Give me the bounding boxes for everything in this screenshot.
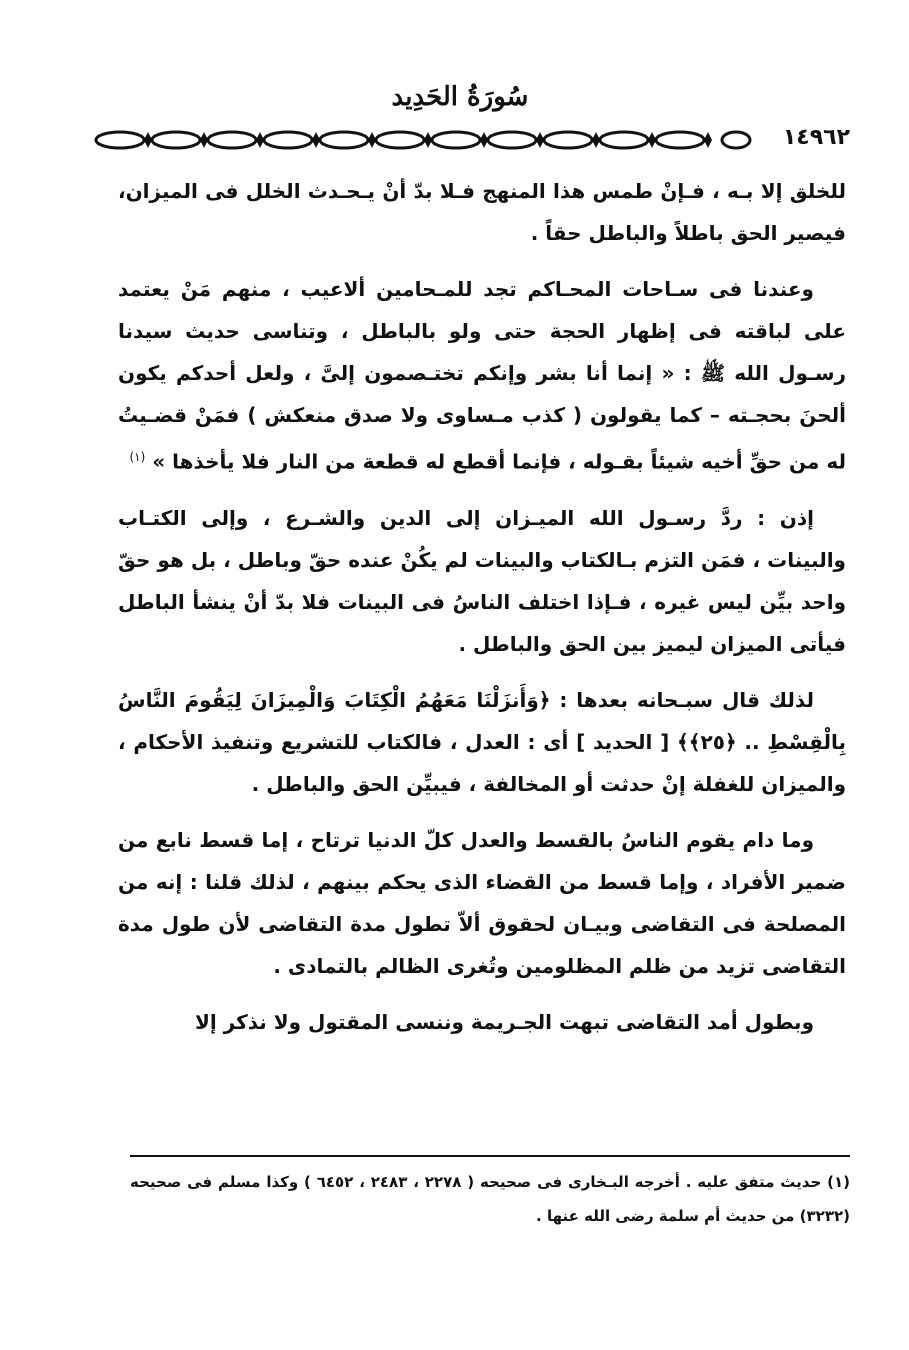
page-number: ١٤٩٦٢ <box>771 122 862 158</box>
paragraph-text: وعندنا فى سـاحات المحـاكم تجد للمـحامين ألاعيب ، منهم مَنْ يعتمد على لباقته فى إظهار الحجة حتى ولو بالباطل ، وتناسى حديث سيدنا رسـول الله ﷺ : « إنما أنا بشر وإنكم تختـصمون إلىَّ ، ولعل أحدكم يكون ألحنَ بحجـته – كما يقولون ( كذب مـساوى ولا صدق منعكش ) فمَنْ قضـيتُ له من حقِّ أخيه شيئاً بقـوله ، فإنما أقطع له قطعة من النار فلا يأخذها » <box>118 277 846 474</box>
paragraph: إذن : ردَّ رسـول الله الميـزان إلى الدين والشـرع ، وإلى الكتـاب والبينات ، فمَن التزم بـالكتاب والبينات لم يكُنْ عنده حقّ وباطل ، بل هو حقّ واحد بيِّن ليس غيره ، فـإذا اختلف الناسُ فى البينات فلا بدّ أنْ ينشأ الباطل فيأتى الميزان ليميز بين الحق والباطل . <box>118 505 846 656</box>
paragraph-with-footnote <box>118 268 846 483</box>
paragraph: لذلك قال سبـحانه بعدها : ﴿وَأَنزَلْنَا مَعَهُمُ الْكِتَابَ وَالْمِيزَانَ لِيَقُومَ النَّاسُ بِالْقِسْطِ .. ﴿٢٥﴾﴾ [ الحديد ] أى : العدل ، فالكتاب للتشريع وتنفيذ الأحكام ، والميزان للغفلة إنْ حدثت أو المخالفة ، فيبيِّن الحق والباطل . <box>118 687 846 796</box>
paragraph: وبطول أمد التقاضى تبهت الجـريمة وننسى المقتول ولا نذكر إلا <box>194 1009 814 1034</box>
footnote: (١) حديث متفق عليه . أخرجه البـخارى فى صحيحه ( ٢٢٧٨ ، ٢٤٨٣ ، ٦٤٥٢ ) وكذا مسلم فى صحيحه (٣٢٣٢) من حديث أم سلمة رضى الله عنها . <box>130 1173 850 1225</box>
chain-ornament-icon <box>92 122 752 158</box>
footnote-marker: (١) <box>129 450 146 464</box>
footnote-divider <box>130 1155 850 1157</box>
paragraph: وما دام يقوم الناسُ بالقسط والعدل كلّ الدنيا ترتاح ، إما قسط نابع من ضمير الأفراد ، وإما قسط من القضاء الذى يحكم بينهم ، لذلك قلنا : إنه من المصلحة فى التقاضى وبيـان لحقوق ألاّ تطول مدة التقاضى لأن طول مدة التقاضى تزيد من ظلم المظلومين وتُغرى الظالم بالتمادى . <box>118 827 846 978</box>
sura-title: سُورَةُ الحَدِيد <box>391 82 529 112</box>
main-text <box>118 170 846 1057</box>
header-ornament-band <box>92 122 862 158</box>
paragraph: للخلق إلا بـه ، فـإنْ طمس هذا المنهج فـلا بدّ أنْ يـحـدث الخلل فى الميزان، فيصير الحق باطلاً والباطل حقاً . <box>118 179 846 245</box>
